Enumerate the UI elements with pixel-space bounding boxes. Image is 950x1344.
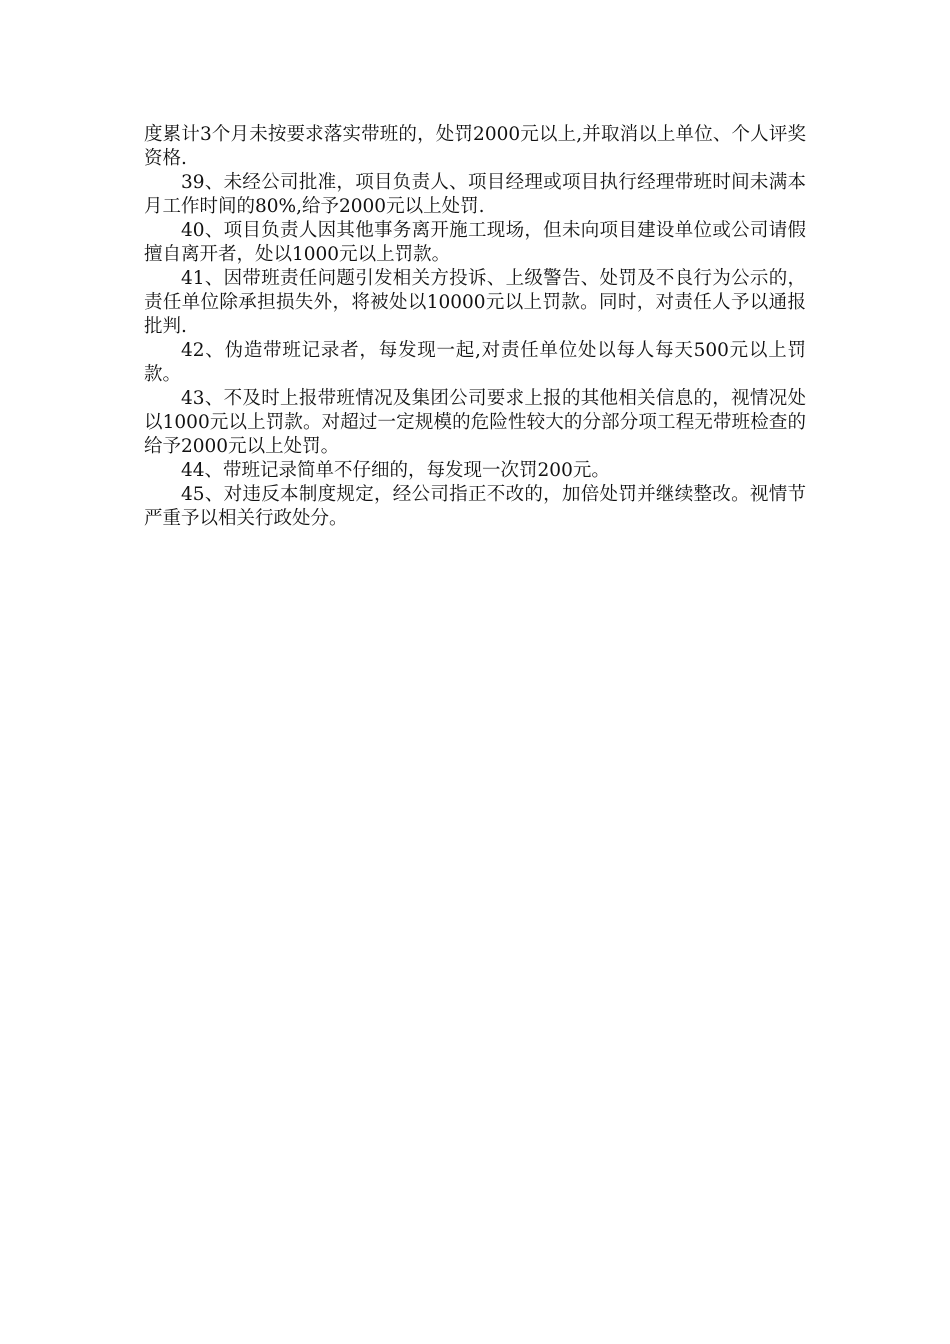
paragraph-item-45: 45、对违反本制度规定，经公司指正不改的，加倍处罚并继续整改。视情节严重予以相关行政处分。 [144,484,806,529]
paragraph-item-39: 39、未经公司批准，项目负责人、项目经理或项目执行经理带班时间未满本月工作时间的80%,给予2000元以上处罚. [144,172,806,217]
paragraph-item-40: 40、项目负责人因其他事务离开施工现场，但未向项目建设单位或公司请假擅自离开者，处以1000元以上罚款。 [144,220,806,265]
paragraph-item-44: 44、带班记录简单不仔细的，每发现一次罚200元。 [181,460,610,481]
paragraph-item-41: 41、因带班责任问题引发相关方投诉、上级警告、处罚及不良行为公示的，责任单位除承担损失外，将被处以10000元以上罚款。同时，对责任人予以通报批判. [144,268,806,337]
paragraph-item-43: 43、不及时上报带班情况及集团公司要求上报的其他相关信息的，视情况处以1000元以上罚款。对超过一定规模的危险性较大的分部分项工程无带班检查的给予2000元以上处罚。 [144,388,806,457]
document-body [144,123,806,531]
paragraph-continuation: 度累计3个月未按要求落实带班的，处罚2000元以上,并取消以上单位、个人评奖资格. [144,124,806,169]
paragraph-item-42: 42、伪造带班记录者，每发现一起,对责任单位处以每人每天500元以上罚款。 [144,340,806,385]
